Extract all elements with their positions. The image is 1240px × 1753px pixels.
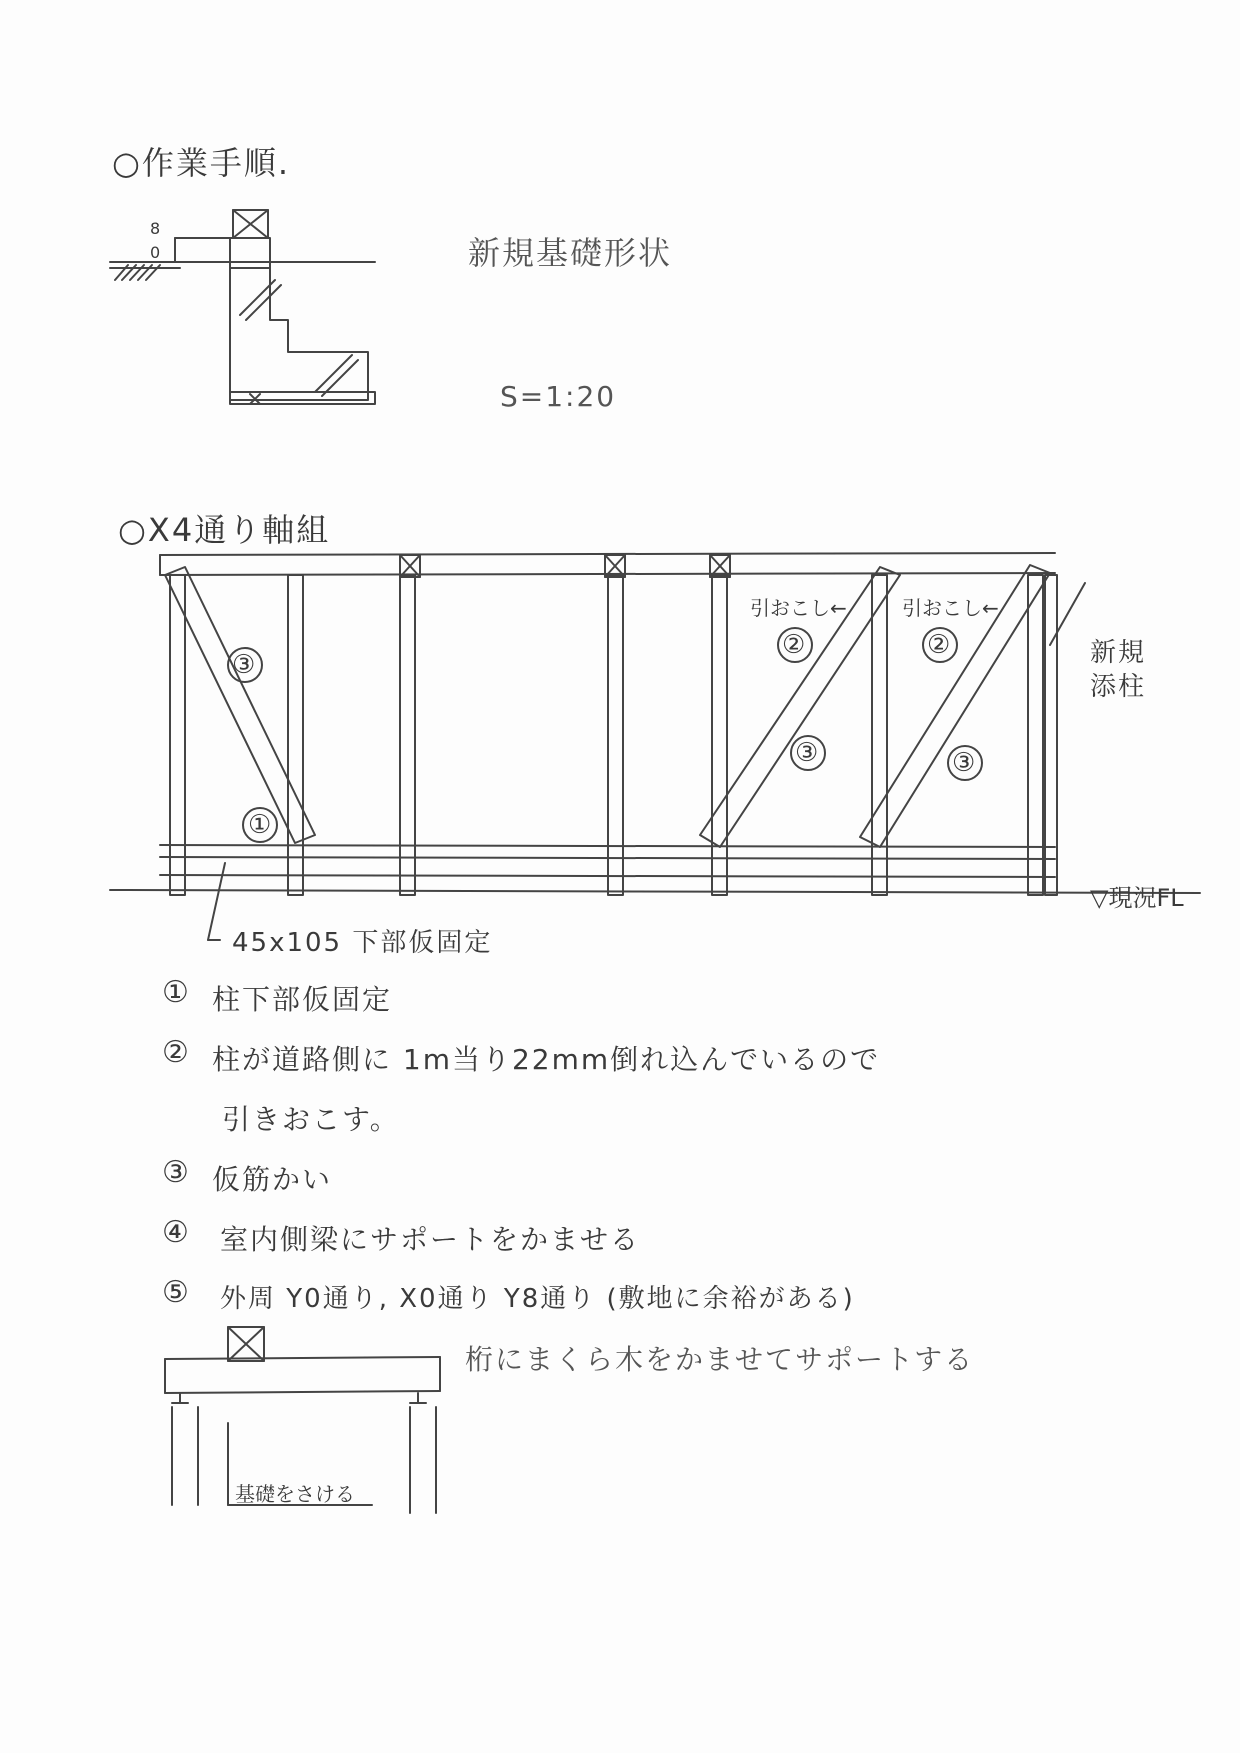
step-3-num: ③ bbox=[162, 1155, 191, 1190]
scale-label: S=1:20 bbox=[500, 380, 617, 413]
step-5-text: 外周 Y0通り, X0通り Y8通り (敷地に余裕がある) bbox=[220, 1284, 855, 1314]
section-heading: ○X4通り軸組 bbox=[118, 511, 331, 549]
foundation-avoid-label: 基礎をさける bbox=[235, 1482, 355, 1506]
svg-text:8: 8 bbox=[150, 219, 161, 238]
num-3-mid: ③ bbox=[795, 738, 821, 768]
new-post-label-1: 新規 bbox=[1090, 638, 1147, 668]
svg-text:0: 0 bbox=[150, 243, 161, 262]
step-1-text: 柱下部仮固定 bbox=[212, 983, 393, 1016]
num-2-a: ② bbox=[782, 630, 808, 660]
step-2-text: 柱が道路側に 1m当り22mm倒れ込んでいるので bbox=[212, 1043, 881, 1076]
step-2-cont: 引きおこす。 bbox=[222, 1103, 400, 1136]
num-3-left: ③ bbox=[232, 650, 258, 680]
frame-elevation-sketch bbox=[110, 545, 1210, 925]
step-2-num: ② bbox=[162, 1035, 191, 1070]
ground-level-label: ▽現況FL bbox=[1090, 884, 1184, 912]
bottom-fix-note: 45x105 下部仮固定 bbox=[232, 928, 493, 958]
num-3-right: ③ bbox=[952, 748, 978, 778]
num-1: ① bbox=[248, 810, 274, 840]
new-foundation-label: 新規基礎形状 bbox=[468, 234, 673, 272]
foundation-section-sketch bbox=[100, 220, 430, 420]
pull-up-label-a: 引おこし← bbox=[750, 596, 847, 620]
pull-up-label-b: 引おこし← bbox=[902, 596, 999, 620]
step-3-text: 仮筋かい bbox=[212, 1163, 333, 1196]
num-2-b: ② bbox=[927, 630, 953, 660]
page-title: ○作業手順. bbox=[112, 144, 291, 182]
step-4-text: 室内側梁にサポートをかませる bbox=[220, 1223, 641, 1256]
support-note: 桁にまくら木をかませてサポートする bbox=[465, 1343, 975, 1376]
step-1-num: ① bbox=[162, 975, 191, 1010]
new-post-label-2: 添柱 bbox=[1090, 672, 1147, 702]
step-4-num: ④ bbox=[162, 1215, 191, 1250]
step-5-num: ⑤ bbox=[162, 1275, 191, 1310]
